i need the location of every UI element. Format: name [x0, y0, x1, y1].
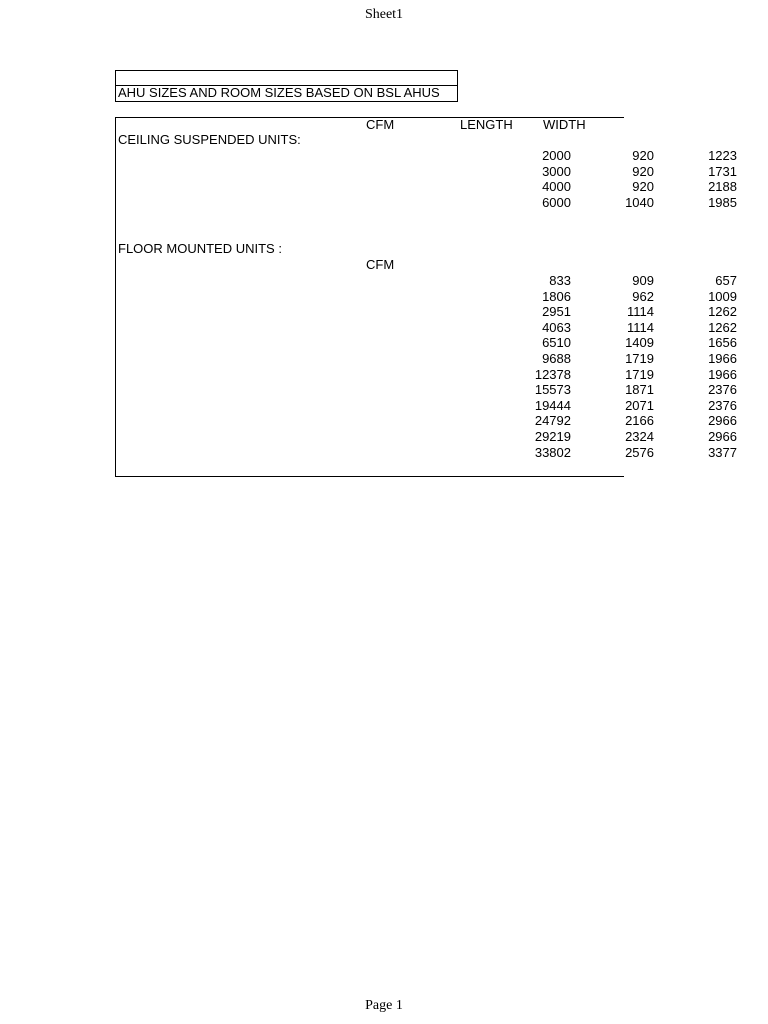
page-header: Sheet1 [364, 7, 404, 22]
floor-cell-width: 2376 [708, 397, 737, 413]
floor-cell-length: 2166 [625, 413, 654, 429]
floor-cell-cfm: 1806 [542, 288, 571, 304]
floor-cell-length: 1114 [627, 319, 654, 335]
ceiling-cell-length: 1040 [625, 194, 654, 210]
floor-cell-length: 2576 [625, 444, 654, 460]
ceiling-cell-width: 1985 [708, 194, 737, 210]
floor-cell-width: 1656 [708, 335, 737, 351]
floor-cell-width: 1009 [708, 288, 737, 304]
column-header-cfm: CFM [366, 117, 395, 132]
column-header-length: LENGTH [460, 117, 513, 132]
floor-cell-width: 657 [715, 273, 737, 288]
floor-cell-cfm: 12378 [534, 366, 571, 382]
ceiling-cell-cfm: 2000 [542, 148, 571, 163]
floor-cell-width: 3377 [708, 444, 737, 460]
ceiling-cell-cfm: 3000 [542, 163, 571, 179]
sheet-title: AHU SIZES AND ROOM SIZES BASED ON BSL AHUS [118, 85, 440, 100]
floor-cell-cfm: 19444 [534, 397, 571, 413]
section-label-ceiling: CEILING SUSPENDED UNITS: [118, 132, 301, 147]
floor-cell-width: 2376 [708, 382, 737, 398]
column-header-width: WIDTH [543, 117, 586, 132]
ceiling-cell-length: 920 [632, 179, 654, 195]
floor-cell-length: 2324 [625, 429, 654, 444]
floor-cell-length: 1719 [625, 366, 654, 382]
floor-cell-cfm: 6510 [542, 335, 571, 351]
floor-cell-cfm: 29219 [534, 429, 571, 444]
ceiling-cell-width: 2188 [708, 179, 737, 195]
floor-cell-width: 1262 [708, 304, 737, 320]
floor-cell-cfm: 9688 [542, 351, 571, 366]
floor-cell-width: 2966 [708, 429, 737, 444]
floor-cell-length: 962 [632, 288, 654, 304]
floor-cell-length: 909 [632, 273, 654, 288]
title-box [115, 70, 458, 102]
floor-cell-cfm: 24792 [534, 413, 571, 429]
page-footer: Page 1 [365, 998, 403, 1013]
floor-cell-cfm: 33802 [534, 444, 571, 460]
ceiling-cell-length: 920 [632, 163, 654, 179]
floor-cell-length: 1719 [625, 351, 654, 366]
floor-cell-width: 1966 [708, 366, 737, 382]
floor-cell-length: 1409 [625, 335, 654, 351]
floor-cell-length: 2071 [625, 397, 654, 413]
ceiling-cell-width: 1731 [708, 163, 737, 179]
floor-cell-width: 1262 [708, 319, 737, 335]
floor-cell-cfm: 2951 [542, 304, 571, 320]
ceiling-cell-length: 920 [632, 148, 654, 163]
floor-cell-length: 1114 [627, 304, 654, 320]
floor-cell-width: 2966 [708, 413, 737, 429]
floor-column-header-cfm: CFM [366, 257, 395, 272]
ceiling-cell-width: 1223 [708, 148, 737, 163]
ceiling-cell-cfm: 4000 [542, 179, 571, 195]
data-table [115, 117, 737, 477]
floor-cell-cfm: 833 [549, 273, 571, 288]
floor-cell-length: 1871 [625, 382, 654, 398]
floor-cell-cfm: 4063 [542, 319, 571, 335]
ceiling-cell-cfm: 6000 [542, 194, 571, 210]
section-label-floor: FLOOR MOUNTED UNITS : [118, 241, 282, 256]
floor-cell-cfm: 15573 [534, 382, 571, 398]
floor-cell-width: 1966 [708, 351, 737, 366]
